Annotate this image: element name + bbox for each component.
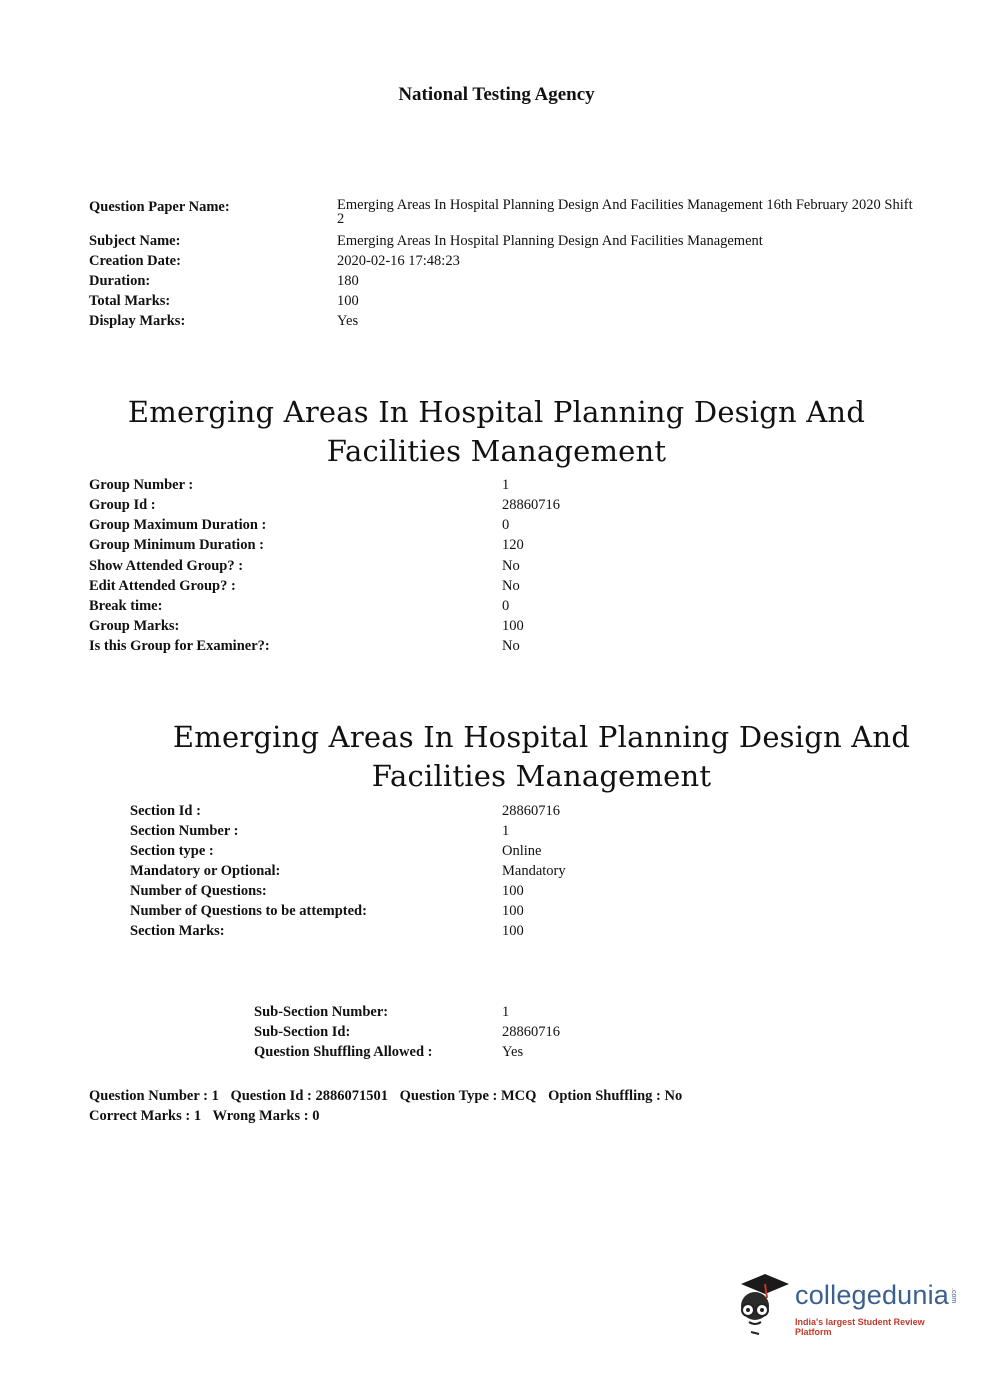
field-label: Mandatory or Optional: <box>130 863 281 879</box>
field-label: Question Shuffling Allowed : <box>254 1044 433 1060</box>
field-label: Number of Questions to be attempted: <box>130 903 367 919</box>
question-id: Question Id : 2886071501 <box>230 1088 388 1104</box>
field-value: Emerging Areas In Hospital Planning Design And Facilities Management 16th February 2020 Shift 2 <box>337 197 913 227</box>
field-label: Group Marks: <box>89 618 180 634</box>
wrong-marks: Wrong Marks : 0 <box>212 1108 320 1124</box>
field-value: 28860716 <box>502 803 560 819</box>
agency-title: National Testing Agency <box>398 84 595 105</box>
field-value: 28860716 <box>502 1024 560 1040</box>
field-label: Section Id : <box>130 803 201 819</box>
field-label: Creation Date: <box>89 253 181 269</box>
field-label: Question Paper Name: <box>89 199 230 215</box>
field-label: Total Marks: <box>89 293 171 309</box>
field-value: Yes <box>502 1044 524 1060</box>
field-value: 100 <box>502 618 524 634</box>
field-label: Section Marks: <box>130 923 225 939</box>
field-value: 100 <box>502 923 524 939</box>
field-label: Section Number : <box>130 823 239 839</box>
field-label: Is this Group for Examiner?: <box>89 638 270 654</box>
field-value: 1 <box>502 823 510 839</box>
field-label: Group Id : <box>89 497 156 513</box>
field-label: Break time: <box>89 598 163 614</box>
field-label: Duration: <box>89 273 151 289</box>
field-value: 180 <box>337 273 359 289</box>
question-type: Question Type : MCQ <box>399 1088 537 1104</box>
field-value: Mandatory <box>502 863 566 879</box>
field-value: 100 <box>502 883 524 899</box>
collegedunia-logo <box>733 1270 963 1340</box>
option-shuffling: Option Shuffling : No <box>548 1088 683 1104</box>
field-value: Yes <box>337 313 359 329</box>
section-title: Emerging Areas In Hospital Planning Design And Facilities Management <box>172 720 911 793</box>
correct-marks: Correct Marks : 1 <box>89 1108 202 1124</box>
field-value: 100 <box>337 293 359 309</box>
field-value: 0 <box>502 517 510 533</box>
field-value: 2020-02-16 17:48:23 <box>337 253 460 269</box>
field-label: Sub-Section Id: <box>254 1024 351 1040</box>
mascot-icon <box>733 1270 793 1340</box>
field-label: Display Marks: <box>89 313 186 329</box>
logo-suffix: .com <box>950 1288 957 1304</box>
field-value: 0 <box>502 598 510 614</box>
field-value: No <box>502 558 520 574</box>
field-label: Group Minimum Duration : <box>89 537 264 553</box>
field-value: No <box>502 638 520 654</box>
field-value: 1 <box>502 1004 510 1020</box>
field-label: Sub-Section Number: <box>254 1004 389 1020</box>
group-title: Emerging Areas In Hospital Planning Design And Facilities Management <box>127 395 866 468</box>
field-label: Show Attended Group? : <box>89 558 244 574</box>
question-meta-line <box>89 1086 690 1106</box>
field-label: Group Maximum Duration : <box>89 517 267 533</box>
field-label: Subject Name: <box>89 233 181 249</box>
question-number: Question Number : 1 <box>89 1088 219 1104</box>
field-label: Section type : <box>130 843 214 859</box>
logo-tagline: India's largest Student Review Platform <box>795 1317 925 1337</box>
field-label: Number of Questions: <box>130 883 267 899</box>
logo-wordmark: collegedunia <box>795 1280 950 1310</box>
field-value: 1 <box>502 477 510 493</box>
field-value: 100 <box>502 903 524 919</box>
field-label: Group Number : <box>89 477 194 493</box>
field-value: Emerging Areas In Hospital Planning Design And Facilities Management <box>337 233 763 249</box>
field-value: Online <box>502 843 542 859</box>
field-value: No <box>502 578 520 594</box>
field-value: 28860716 <box>502 497 560 513</box>
field-value: 120 <box>502 537 524 553</box>
field-label: Edit Attended Group? : <box>89 578 236 594</box>
question-marks-line <box>89 1106 327 1126</box>
